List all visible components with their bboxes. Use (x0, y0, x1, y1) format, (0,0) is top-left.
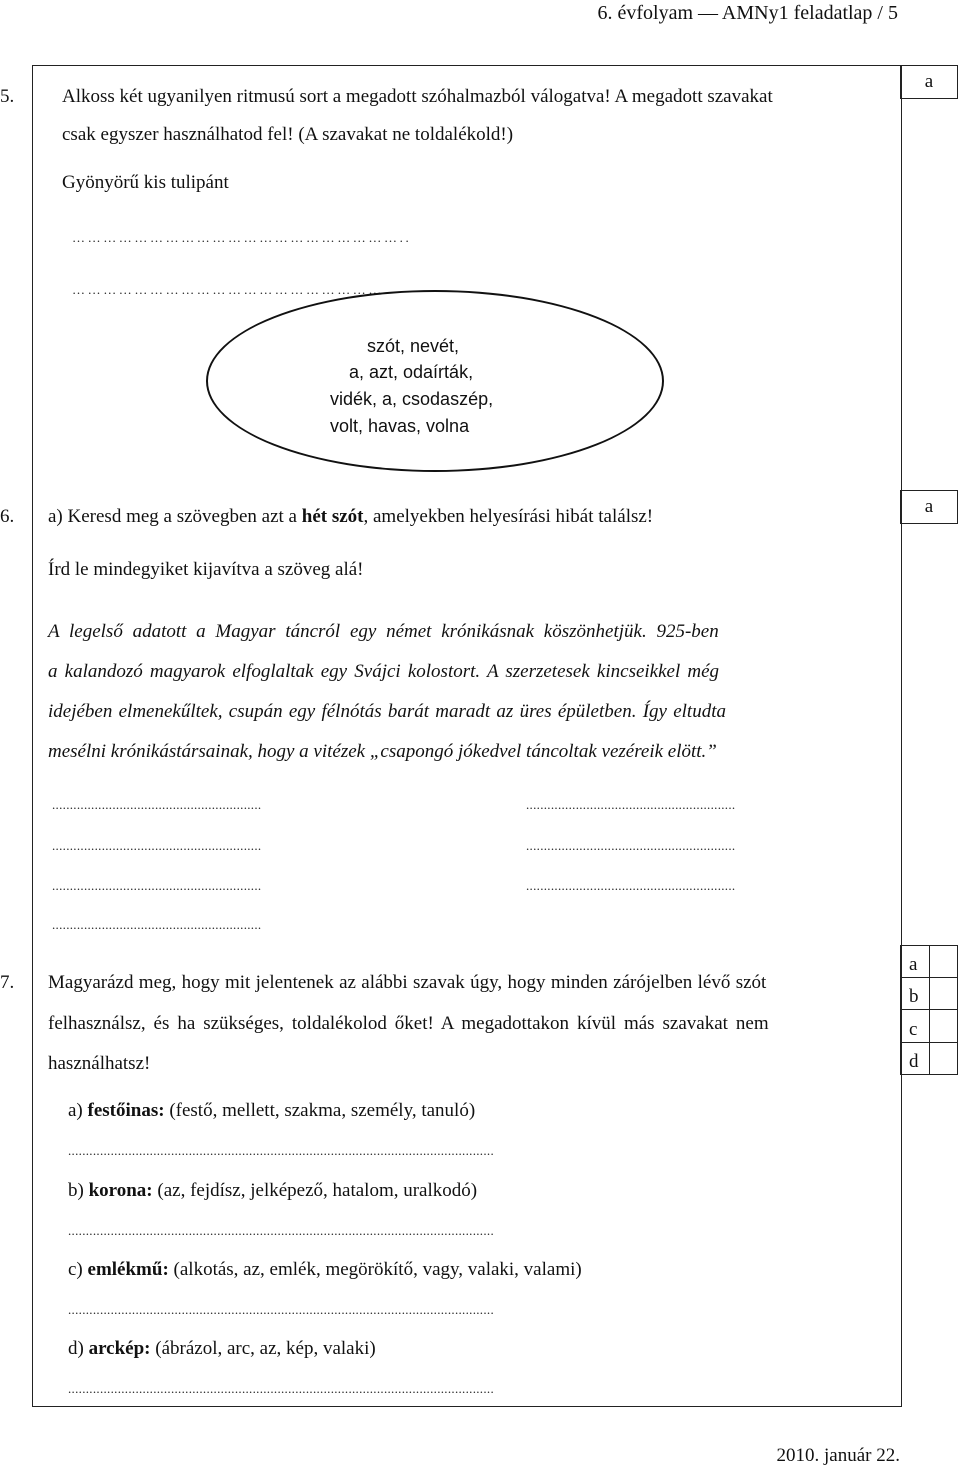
task7-grade-b: b (909, 986, 919, 1007)
task7-item-b-word: korona: (88, 1180, 153, 1201)
task5-instruction-line1: Alkoss két ugyanilyen ritmusú sort a megadott szóhalmazból válogatva! A megadott szavakat (62, 86, 773, 107)
task7-grade-d: d (909, 1051, 919, 1072)
task6-passage-line-3: idejében elmenekűltek, csupán egy félnótás barát maradt az üres épületben. Így eltudta (48, 701, 726, 722)
word-cloud-line-1: szót, nevét, (367, 336, 460, 356)
task6-answer-7[interactable]: ........................................................... (52, 917, 262, 932)
task7-answer-a[interactable]: ........................................................................................................................ (68, 1143, 494, 1158)
task6-answer-4[interactable]: ........................................................... (526, 838, 736, 853)
task6-answer-1[interactable]: ........................................................... (52, 797, 262, 812)
task7-instruction-line1: Magyarázd meg, hogy mit jelentenek az alábbi szavak úgy, hogy minden zárójelben lévő szót (48, 972, 767, 993)
task5-answer-line-2[interactable]: ……………………………………………………. (72, 282, 390, 297)
task5-instruction-line2: csak egyszer használhatod fel! (A szavakat ne toldalékold!) (62, 124, 514, 145)
task7-item-b (68, 1180, 477, 1202)
task7-item-b-label: b) (68, 1180, 89, 1201)
task7-item-a-hint: (festő, mellett, szakma, személy, tanuló) (164, 1100, 476, 1121)
word-cloud-line-4: volt, havas, volna (330, 416, 470, 436)
page-footer-date: 2010. január 22. (776, 1445, 900, 1466)
task6-instruction-line2: Írd le mindegyiket kijavítva a szöveg alá! (48, 559, 364, 580)
task7-grade-c: c (909, 1019, 918, 1040)
task6-instruction-bold: hét szót (301, 506, 364, 527)
task7-number: 7. (0, 972, 15, 993)
task6-instruction-post: , amelyekben helyesírási hibát találsz! (363, 506, 654, 527)
task7-item-d-label: d) (68, 1338, 89, 1359)
task5-number: 5. (0, 86, 15, 107)
task7-item-b-hint: (az, fejdísz, jelképező, hatalom, uralkodó) (152, 1180, 478, 1201)
task6-passage-line-1: A legelső adatott a Magyar táncról egy német krónikásnak köszönhetjük. 925-ben (48, 621, 719, 642)
task6-passage-line-4: mesélni krónikástársainak, hogy a vitézek „csapongó jókedvel táncoltak vezéreik elött.” (48, 741, 717, 762)
task7-item-a-word: festőinas: (87, 1100, 165, 1121)
task5-answer-line-1[interactable]: ……………………………………………………….. (72, 230, 412, 245)
task5-example-line: Gyönyörű kis tulipánt (62, 172, 229, 193)
task7-item-a-label: a) (68, 1100, 88, 1121)
task6-instruction-pre: a) Keresd meg a szövegben azt a (48, 506, 302, 527)
task7-item-d-hint: (ábrázol, arc, az, kép, valaki) (150, 1338, 376, 1359)
task7-item-d-word: arckép: (88, 1338, 151, 1359)
task7-grade-a: a (909, 954, 918, 975)
task7-item-c-label: c) (68, 1259, 88, 1280)
task7-grade-row-1 (900, 977, 958, 978)
task6-answer-6[interactable]: ........................................................... (526, 878, 736, 893)
task7-item-d (68, 1338, 376, 1360)
task7-answer-b[interactable]: ........................................................................................................................ (68, 1223, 494, 1238)
task7-grade-inner-divider (929, 945, 930, 1075)
task6-passage-line-2: a kalandozó magyarok elfoglaltak egy Svájci kolostort. A szerzetesek kincseikkel még (48, 661, 720, 682)
task6-instruction-line1 (48, 506, 653, 528)
task7-answer-d[interactable]: ........................................................................................................................ (68, 1381, 494, 1396)
task7-grade-row-3 (900, 1042, 958, 1043)
page-header: 6. évfolyam — AMNy1 feladatlap / 5 (597, 2, 898, 24)
word-cloud-line-3: vidék, a, csodaszép, (330, 389, 494, 409)
task7-item-c-word: emlékmű: (87, 1259, 169, 1280)
task6-answer-5[interactable]: ........................................................... (52, 878, 262, 893)
main-frame (32, 65, 902, 1407)
task7-answer-c[interactable]: ........................................................................................................................ (68, 1302, 494, 1317)
task6-answer-2[interactable]: ........................................................... (526, 797, 736, 812)
task7-item-a (68, 1100, 475, 1122)
task7-grade-row-2 (900, 1009, 958, 1010)
task7-item-c-hint: (alkotás, az, emlék, megörökítő, vagy, valaki, valami) (168, 1259, 582, 1280)
task6-answer-3[interactable]: ........................................................... (52, 838, 262, 853)
task7-instruction-line3: használhatsz! (48, 1053, 151, 1074)
task6-number: 6. (0, 506, 15, 527)
word-cloud-line-2: a, azt, odaírták, (349, 362, 474, 382)
task6-grade-a: a (900, 490, 958, 524)
task7-instruction-line2: felhasználsz, és ha szükséges, toldalékolod őket! A megadottakon kívül más szavakat nem (48, 1013, 769, 1034)
task7-item-c (68, 1259, 582, 1281)
task5-grade-a: a (900, 65, 958, 99)
